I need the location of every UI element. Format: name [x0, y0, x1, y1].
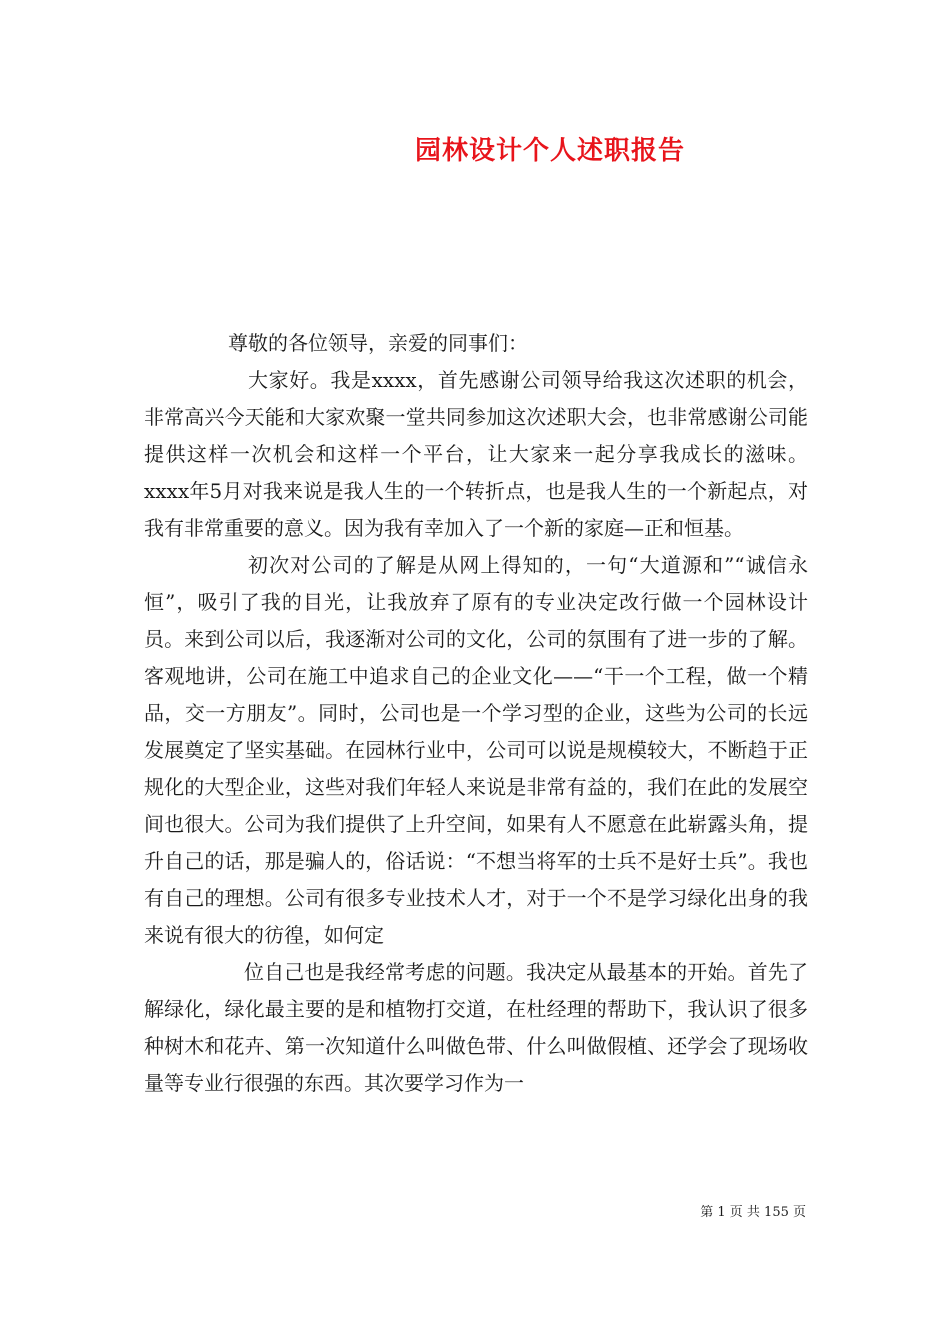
- paragraph-1: 大家好。我是xxxx，首先感谢公司领导给我这次述职的机会，非常高兴今天能和大家欢聚一堂共同参加这次述职大会，也非常感谢公司能提供这样一次机会和这样一个平台，让大家来一起分享我成长的滋味。xxxx年5月对我来说是我人生的一个转折点，也是我人生的一个新起点，对我有非常重要的意义。因为我有幸加入了一个新的家庭—正和恒基。: [144, 368, 808, 540]
- document-body: [144, 325, 808, 1102]
- paragraph-2: 初次对公司的了解是从网上得知的，一句“大道源和”“诚信永恒”，吸引了我的目光，让我放弃了原有的专业决定改行做一个园林设计员。来到公司以后，我逐渐对公司的文化，公司的氛围有了进一步的了解。客观地讲，公司在施工中追求自己的企业文化——“干一个工程，做一个精品，交一方朋友”。同时，公司也是一个学习型的企业，这些为公司的长远发展奠定了坚实基础。在园林行业中，公司可以说是规模较大，不断趋于正规化的大型企业，这些对我们年轻人来说是非常有益的，我们在此的发展空间也很大。公司为我们提供了上升空间，如果有人不愿意在此崭露头角，提升自己的话，那是骗人的，俗话说：“不想当将军的士兵不是好士兵”。我也有自己的理想。公司有很多专业技术人才，对于一个不是学习绿化出身的我来说有很大的彷徨，如何定: [144, 553, 808, 947]
- page-number-footer: 第 1 页 共 155 页: [700, 1205, 806, 1220]
- document-title: 园林设计个人述职报告: [414, 136, 685, 166]
- paragraph-3: 位自己也是我经常考虑的问题。我决定从最基本的开始。首先了解绿化，绿化最主要的是和植物打交道，在杜经理的帮助下，我认识了很多种树木和花卉、第一次知道什么叫做色带、什么叫做假植、还学会了现场收量等专业行很强的东西。其次要学习作为一: [144, 960, 808, 1095]
- greeting-line: 尊敬的各位领导，亲爱的同事们：: [228, 331, 528, 355]
